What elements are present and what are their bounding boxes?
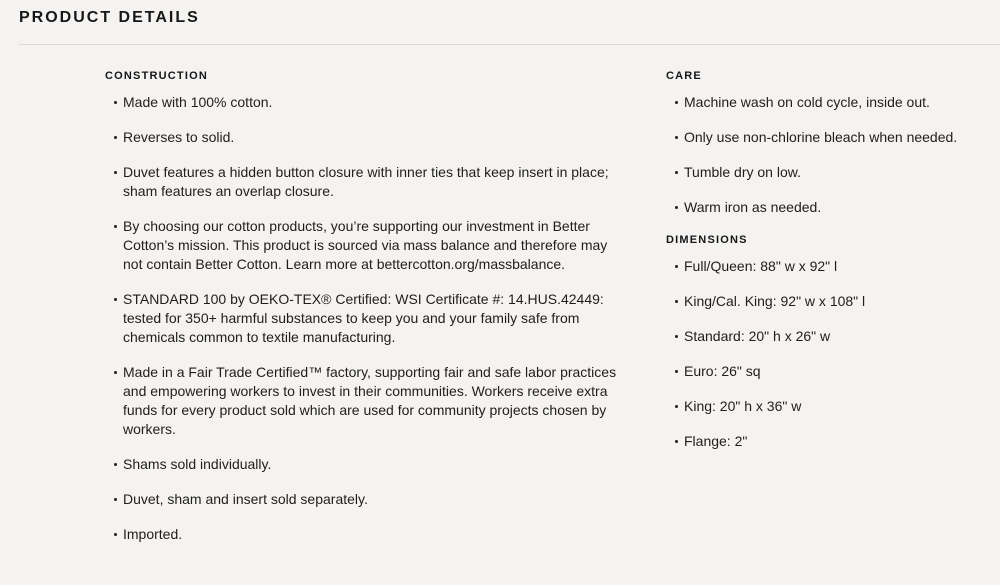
construction-item: STANDARD 100 by OEKO-TEX® Certified: WSI Certificate #: 14.HUS.42449: tested for 350+ harmful substances to keep you and your family safe from chemicals common to textile manufacturing.	[105, 290, 620, 347]
construction-item: Duvet, sham and insert sold separately.	[105, 490, 620, 509]
page-title: PRODUCT DETAILS	[19, 9, 200, 26]
dimensions-item: Flange: 2"	[666, 432, 1000, 451]
dimensions-item: Full/Queen: 88" w x 92" l	[666, 257, 1000, 276]
dimensions-list	[666, 257, 1000, 451]
care-item: Machine wash on cold cycle, inside out.	[666, 93, 1000, 112]
care-list	[666, 93, 1000, 217]
construction-item: By choosing our cotton products, you’re supporting our investment in Better Cotton’s mission. This product is sourced via mass balance and therefore may not contain Better Cotton. Learn more at bettercotton.org/massbalance.	[105, 217, 620, 274]
construction-item: Made with 100% cotton.	[105, 93, 620, 112]
dimensions-item: Euro: 26" sq	[666, 362, 1000, 381]
care-item: Tumble dry on low.	[666, 163, 1000, 182]
construction-item: Made in a Fair Trade Certified™ factory, supporting fair and safe labor practices and empowering workers to invest in their communities. Workers receive extra funds for every product sold which are used for community projects chosen by workers.	[105, 363, 620, 439]
content-columns	[0, 45, 1000, 560]
construction-item: Reverses to solid.	[105, 128, 620, 147]
care-heading: CARE	[666, 70, 702, 82]
dimensions-item: King: 20" h x 36" w	[666, 397, 1000, 416]
dimensions-item: King/Cal. King: 92" w x 108" l	[666, 292, 1000, 311]
construction-list	[105, 93, 620, 544]
construction-column	[105, 69, 620, 560]
care-dimensions-column	[666, 69, 1000, 560]
care-item: Only use non-chlorine bleach when needed.	[666, 128, 1000, 147]
dimensions-item: Standard: 20" h x 26" w	[666, 327, 1000, 346]
care-item: Warm iron as needed.	[666, 198, 1000, 217]
construction-item: Imported.	[105, 525, 620, 544]
dimensions-heading: DIMENSIONS	[666, 234, 748, 246]
construction-item: Duvet features a hidden button closure with inner ties that keep insert in place; sham features an overlap closure.	[105, 163, 620, 201]
construction-item: Shams sold individually.	[105, 455, 620, 474]
construction-heading: CONSTRUCTION	[105, 70, 209, 82]
